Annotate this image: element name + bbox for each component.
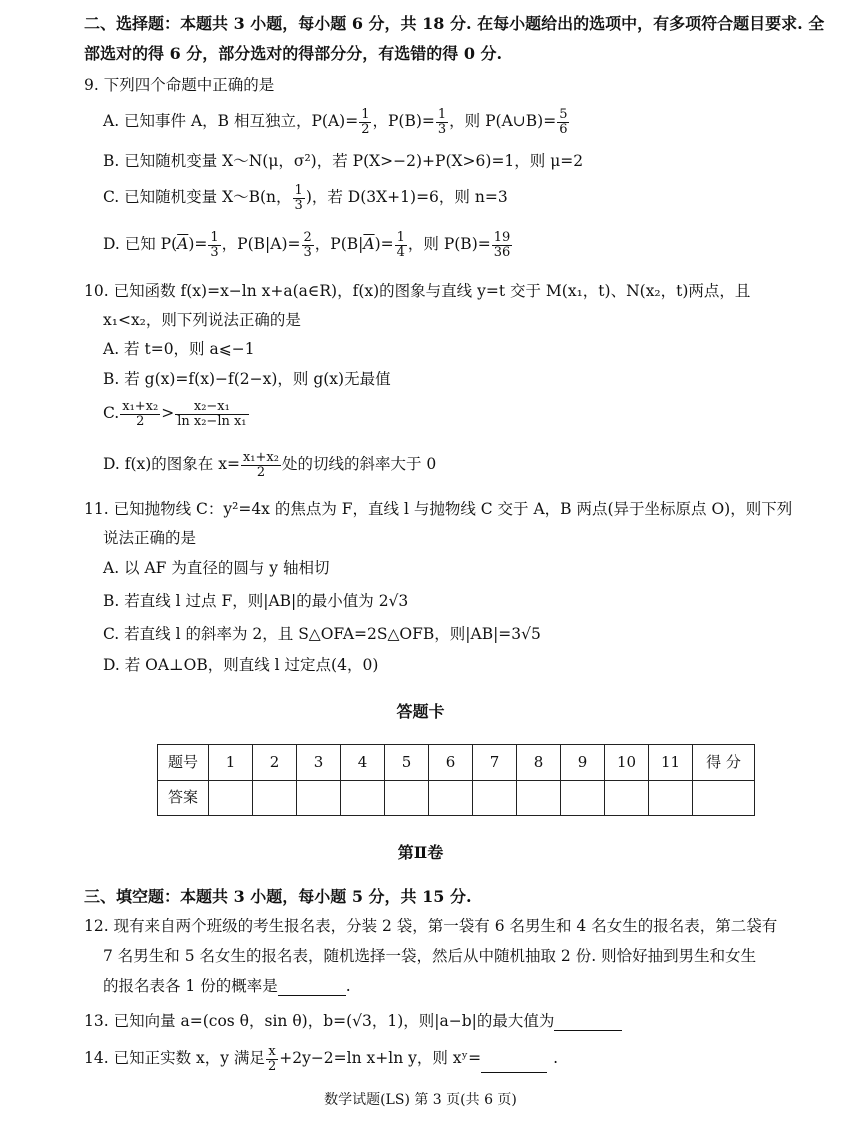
fraction: $\frac{1}{3}$	[437, 107, 447, 137]
q14: 14. 已知正实数 x，y 满足 $\frac{x}{2}$ +2y−2=ln x+ln y，则 xʸ= .	[84, 1044, 559, 1074]
section2-heading-line1: 二、选择题：本题共 3 小题，每小题 6 分，共 18 分. 在每小题给出的选项中，有多项符合题目要求. 全	[84, 14, 825, 33]
table-cell: 7	[473, 745, 517, 781]
answer-cell[interactable]	[561, 780, 605, 816]
page-footer: 数学试题(LS) 第 3 页(共 6 页)	[324, 1092, 517, 1108]
answer-cell[interactable]	[341, 780, 385, 816]
fraction: $\frac{x}{2}$	[267, 1044, 277, 1074]
q11-option-b: B. 若直线 l 过点 F，则|AB|的最小值为 2√3	[103, 592, 409, 610]
q10-option-a: A. 若 t=0，则 a⩽−1	[103, 340, 255, 358]
fraction: $\frac{5}{6}$	[559, 107, 568, 137]
fraction: $\frac{\text{x₁+x₂}}{2}$	[242, 450, 279, 480]
q10-option-d: D. f(x)的图象在 x= $\frac{\text{x₁+x₂}}{2}$ 处的切线的斜率大于 0	[103, 450, 437, 480]
table-cell: 2	[253, 745, 297, 781]
q10-option-c: C. $\frac{\text{x₁+x₂}}{2}$ > $\frac{\text{x₂−x₁}}{\text{ln x₂−ln x₁}}$	[103, 399, 247, 429]
table-cell: 5	[385, 745, 429, 781]
q12-line3: 的报名表各 1 份的概率是 .	[103, 977, 351, 995]
answer-cell[interactable]	[429, 780, 473, 816]
answer-cell[interactable]	[605, 780, 649, 816]
fraction: $\frac{1}{4}$	[396, 230, 405, 260]
q10-stem-line1: 10. 已知函数 f(x)=x−ln x+a(a∈R)，f(x)的图象与直线 y=t 交于 M(x₁，t)、N(x₂，t)两点，且	[84, 282, 751, 300]
q10-option-b: B. 若 g(x)=f(x)−f(2−x)，则 g(x)无最值	[103, 370, 391, 388]
table-cell: 题号	[158, 745, 209, 781]
table-cell: 得 分	[693, 745, 755, 781]
answer-cell[interactable]	[473, 780, 517, 816]
table-cell: 11	[649, 745, 693, 781]
score-cell[interactable]	[693, 780, 755, 816]
fraction: $\frac{1}{3}$	[294, 183, 303, 213]
table-cell: 1	[209, 745, 253, 781]
answer-card-table	[157, 744, 755, 816]
table-cell: 10	[605, 745, 649, 781]
answer-blank[interactable]	[278, 980, 346, 997]
answer-card-answer-row	[158, 780, 755, 816]
part2-title: 第Ⅱ卷	[397, 843, 444, 862]
q13: 13. 已知向量 a=(cos θ，sin θ)，b=(√3，1)，则|a−b|的最大值为	[84, 1012, 622, 1031]
answer-blank[interactable]	[554, 1015, 622, 1032]
q12-line2: 7 名男生和 5 名女生的报名表，随机选择一袋，然后从中随机抽取 2 份. 则恰好抽到男生和女生	[103, 947, 757, 965]
answer-cell[interactable]	[253, 780, 297, 816]
q9-stem: 9. 下列四个命题中正确的是	[84, 76, 275, 94]
section3-heading: 三、填空题：本题共 3 小题，每小题 5 分，共 15 分.	[84, 887, 472, 906]
q11-option-d: D. 若 OA⊥OB，则直线 l 过定点(4，0)	[103, 656, 379, 674]
table-cell: 6	[429, 745, 473, 781]
answer-blank[interactable]	[481, 1057, 547, 1074]
section2-heading-line2: 部选对的得 6 分，部分选对的得部分分，有选错的得 0 分.	[84, 44, 503, 63]
q9-option-c: C. 已知随机变量 X～B(n， $\frac{1}{3}$ )，若 D(3X+1)=6，则 n=3	[103, 183, 508, 213]
table-cell: 3	[297, 745, 341, 781]
answer-cell[interactable]	[649, 780, 693, 816]
table-cell: 答案	[158, 780, 209, 816]
q9-option-b: B. 已知随机变量 X～N(μ，σ²)，若 P(X>−2)+P(X>6)=1，则 μ=2	[103, 152, 584, 170]
fraction: $\frac{\text{x₂−x₁}}{\text{ln x₂−ln x₁}}$	[177, 399, 247, 429]
q11-option-a: A. 以 AF 为直径的圆与 y 轴相切	[103, 559, 330, 577]
q9-option-d: D. 已知 $P(\overline{A})=$ $\frac{1}{3}$ ，P(B|A)= $\frac{2}{3}$ ，$P(B|\overline{A})=$ $\frac{1}{4}$ ，则 P(B)= $\frac{19}{36}$	[103, 230, 511, 260]
table-cell: 9	[561, 745, 605, 781]
fraction: $\frac{19}{36}$	[493, 230, 511, 260]
q10-stem-line2: x₁<x₂，则下列说法正确的是	[103, 311, 301, 329]
answer-cell[interactable]	[297, 780, 341, 816]
q11-stem-line1: 11. 已知抛物线 C：y²=4x 的焦点为 F，直线 l 与抛物线 C 交于 A，B 两点(异于坐标原点 O)，则下列	[84, 500, 793, 518]
fraction: $\frac{2}{3}$	[303, 230, 312, 260]
q12-line1: 12. 现有来自两个班级的考生报名表，分装 2 袋，第一袋有 6 名男生和 4 名女生的报名表，第二袋有	[84, 917, 778, 935]
fraction: $\frac{1}{3}$	[210, 230, 219, 260]
q11-stem-line2: 说法正确的是	[103, 529, 197, 547]
q11-option-c: C. 若直线 l 的斜率为 2，且 S△OFA=2S△OFB，则|AB|=3√5	[103, 625, 541, 643]
answer-card-title: 答题卡	[396, 702, 445, 721]
fraction: $\frac{\text{x₁+x₂}}{2}$	[122, 399, 159, 429]
answer-cell[interactable]	[209, 780, 253, 816]
q9-option-a: A. 已知事件 A，B 相互独立，P(A)= $\frac{1}{2}$ ，P(B)= $\frac{1}{3}$ ，则 P(A∪B)= $\frac{5}{6}$	[103, 107, 568, 137]
answer-cell[interactable]	[385, 780, 429, 816]
table-cell: 8	[517, 745, 561, 781]
answer-card-header-row	[158, 745, 755, 781]
fraction: $\frac{1}{2}$	[361, 107, 370, 137]
answer-cell[interactable]	[517, 780, 561, 816]
table-cell: 4	[341, 745, 385, 781]
